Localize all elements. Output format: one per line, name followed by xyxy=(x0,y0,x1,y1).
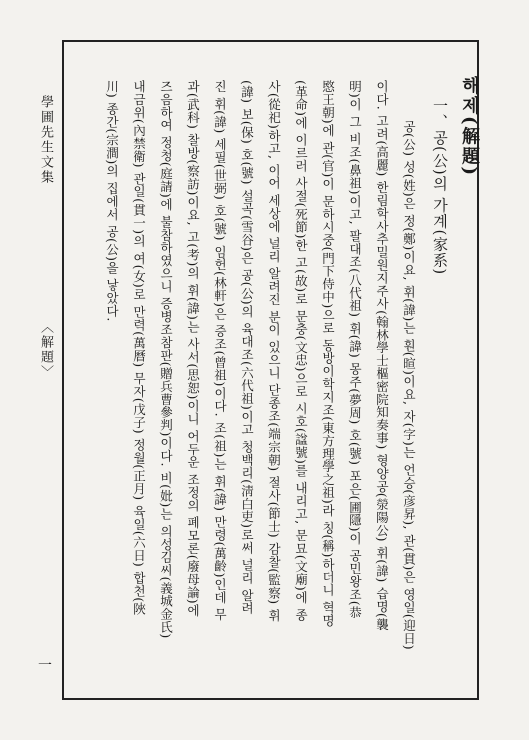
body-line: 내금위(內禁衛) 관일(貫一)의 여(女)로 만력(萬曆) 무자(戊子) 정월(正月) 육일(六日) 합천(陜 xyxy=(131,80,147,616)
body-line: 이다. 고려(高麗) 한림학사추밀원지주사(翰林學士樞密院知奏事) 형양공(滎陽公) 휘(諱) 습명(襲 xyxy=(374,80,390,632)
page-number: 一 xyxy=(38,658,52,674)
body-line: 明)이 그 비조(鼻祖)이고, 팔대조(八代祖) 휘(諱) 몽주(夢周) 호(號) 포은(圃隱)이 공민왕조(恭 xyxy=(347,80,363,619)
body-line: 愍王朝)에 관(官)이 문하시중(門下侍中)으로 동방이학지조(東方理學之祖)라 칭(稱)하더니 혁명 xyxy=(320,80,336,627)
book-title: 學圃先生文集 xyxy=(38,95,53,185)
body-line: (革命)에 이르러 사절(死節)한 고(故)로 문충(文忠)으로 시호(諡號)를 내리고, 문묘(文廟)에 종 xyxy=(293,80,309,622)
subheading: 一、공(公)의 가계(家系) xyxy=(431,98,449,276)
body-line: 川) 종간(宗澗)의 집에서 공(公)을 낳았다. xyxy=(104,80,120,322)
body-line: 즈음하여 정청(庭請)에 불참하였으니 증병조참판(贈兵曹參判)이다. 비(妣)는 의성김씨(義城金氏) xyxy=(158,80,174,639)
section-label: 〈解題〉 xyxy=(38,320,53,380)
body-line: 사(從祀)하고, 이어 세상에 널리 알려진 분이 있으니 단종조(端宗朝) 절사(節士) 감찰(監察) 휘 xyxy=(266,80,282,622)
body-line: 공(公) 성(姓)은 정(鄭)이요, 휘(諱)는 훤(暄)이요, 자(字)는 언승(彦昇), 관(貫)은 영일(迎日) xyxy=(401,120,417,651)
section-heading: 해제(解題) xyxy=(459,76,480,178)
body-line: 과(武科) 찰방(察訪)이요, 고(考)의 휘(諱)는 사서(思恕)이니 어두운 조정의 폐모론(廢母論)에 xyxy=(185,80,201,617)
body-line: 진 휘(諱) 세필(世弼) 호(號) 임헌(林軒)은 증조(曾祖)이다. 조(祖)는 휘(諱) 만령(萬齡)인데 무 xyxy=(212,80,228,621)
body-line: (諱) 보(保) 호(號) 설곡(雪谷)은 공(公)의 육대조(六代祖)이고 청백리(淸白吏)로써 널리 알려 xyxy=(239,80,255,615)
